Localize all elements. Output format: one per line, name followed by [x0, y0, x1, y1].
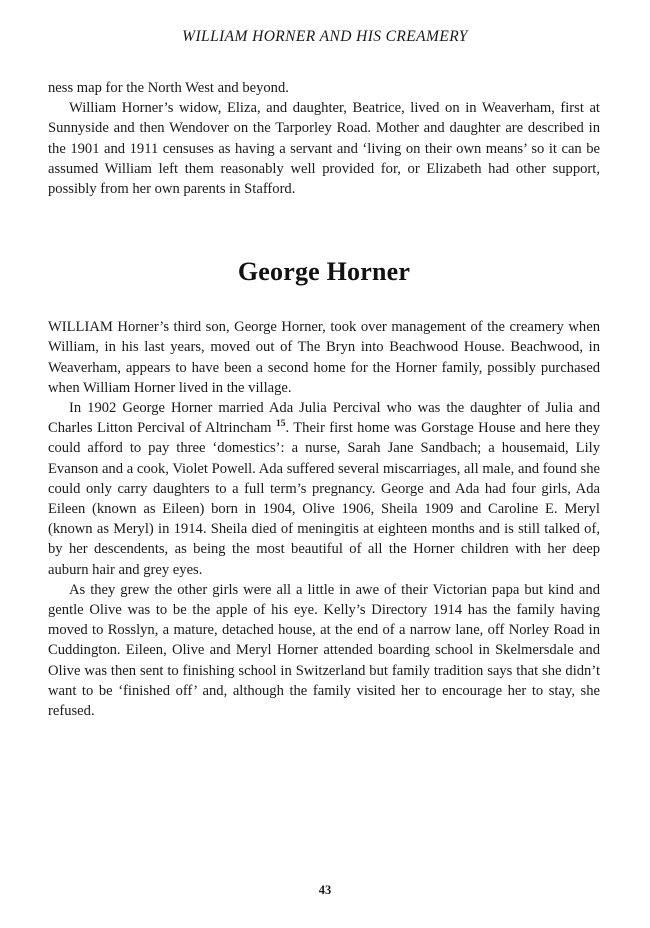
spacer-above-heading [48, 199, 600, 257]
marriage-text-after-footnote: . Their first home was Gorstage House and here they could afford to pay three ‘domestics’: a nurse, Sarah Jane Sandbach; a housemaid, Lily Evanson and a cook, Violet Powell. Ada suffered several miscarriages, all male, and found she could only carry daughters to a full term’s pregnancy. George and Ada had four girls, Ada Eileen (known as Eileen) born in 1904, Olive 1906, Sheila 1909 and Caroline E. Meryl (known as Meryl) in 1914. Sheila died of meningitis at eighteen months and is still talked of, by her descendents, as being the most beautiful of all the Horner children with her deep auburn hair and grey eyes. [48, 420, 601, 578]
running-header: WILLIAM HORNER AND HIS CREAMERY [182, 28, 468, 45]
footnote-reference-15[interactable]: 15 [275, 419, 286, 430]
spacer-below-heading [48, 287, 600, 317]
page-number: 43 [318, 883, 332, 897]
paragraph-widow-eliza: William Horner’s widow, Eliza, and daughter, Beatrice, lived on in Weaverham, first at Sunnyside and then Wendover on the Tarporley Road. Mother and daughter are described in the 1901 and 1911 censuses as having a servant and ‘living on their own means’ so it can be assumed William left them reasonably well provided for, or Elizabeth had other support, possibly from her own parents in Stafford. [48, 100, 600, 198]
opening-rest-text: Horner’s third son, George Horner, took over management of the creamery when William, in his last years, moved out of The Bryn into Beachwood House. Beachwood, in Weaverham, appears to have been a second home for the Horner family, possibly purchased when William Horner lived in the village. [48, 319, 600, 396]
paragraph-continuation: ness map for the North West and beyond. [48, 80, 289, 96]
paragraph-schooling: As they grew the other girls were all a little in awe of their Victorian papa but kind and gentle Olive was to be the apple of his eye. Kelly’s Directory 1914 has the family having moved to Rosslyn, a mature, detached house, at the end of a narrow lane, off Norley Road in Cuddington. Eileen, Olive and Meryl Horner attended boarding school in Skelmersdale and Olive was then sent to finishing school in Switzerland but family tradition says that she didn’t want to be ‘finished off’ and, although the family visited her to encourage her to stay, she refused. [48, 581, 600, 720]
marriage-text-before-footnote: In 1902 George Horner married Ada Julia Percival who was the daughter of Julia and Charles Litton Percival of Altrincham [48, 400, 600, 437]
paragraph-george-opening [48, 317, 600, 398]
section-heading-george-horner: George Horner [237, 257, 411, 287]
paragraph-marriage-ada [48, 398, 600, 580]
text-column [48, 78, 600, 721]
opening-caps-word: WILLIAM [48, 319, 113, 336]
